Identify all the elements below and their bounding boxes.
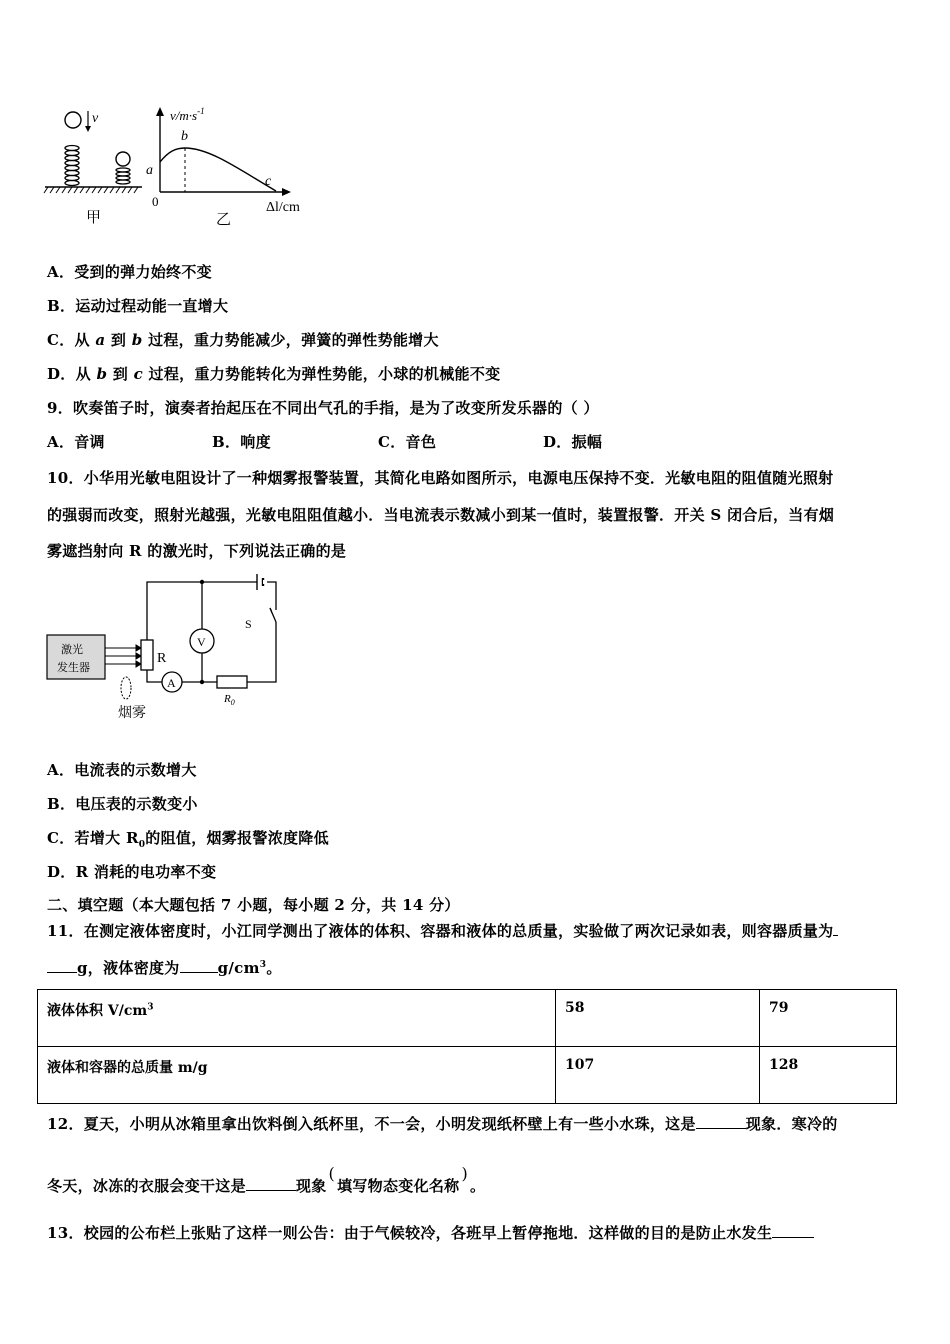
r0-label: $R_0$ — [224, 693, 235, 707]
q8-option-a: A．受到的弹力始终不变 — [47, 263, 212, 281]
q8-option-c: C．从 a 到 b 过程，重力势能减少，弹簧的弹性势能增大 — [47, 331, 439, 349]
caption-jia: 甲 — [86, 210, 102, 226]
velocity-curve — [160, 148, 276, 191]
point-a: a — [146, 163, 153, 178]
q11-stem-line2: g，液体密度为 $g/cm^3$。 — [47, 957, 282, 978]
photoresistor-label: R — [157, 651, 167, 666]
q11-blank-mass — [47, 972, 77, 973]
q8-option-d: D．从 b 到 c 过程，重力势能转化为弹性势能，小球的机械能不变 — [47, 365, 501, 383]
q10-option-c: C．若增大 $R_0$的阻值，烟雾报警浓度降低 — [47, 829, 329, 850]
q9-stem: 9．吹奏笛子时，演奏者抬起压在不同出气孔的手指，是为了改变所发乐器的（ ） — [47, 399, 599, 417]
q13-stem-line1: 13．校园的公布栏上张贴了这样一则公告：由于气候较冷，各班早上暂停拖地．这样做的目的是防止水发生 — [47, 1222, 814, 1243]
spring-velocity-figure — [40, 100, 330, 230]
point-b: b — [181, 129, 188, 144]
table-row — [38, 990, 897, 1047]
x-axis-label: Δl/cm — [266, 200, 300, 215]
table-cell-label: 液体体积 $V/cm^3$ — [38, 990, 556, 1047]
smoke-label: 烟雾 — [118, 706, 146, 721]
smoke-puff — [121, 677, 131, 699]
caption-yi: 乙 — [216, 212, 232, 228]
q8-option-b: B．运动过程动能一直增大 — [47, 297, 229, 315]
ball-on-spring — [116, 152, 130, 166]
q9-option-d: D．振幅 — [543, 433, 603, 451]
q9-option-b: B．响度 — [212, 433, 271, 451]
q11-stem-line1: 11．在测定液体密度时，小江同学测出了液体的体积、容器和液体的总质量，实验做了两次记录如表，则容器质量为 — [47, 920, 838, 941]
table-row — [38, 1047, 897, 1104]
q9-option-c: C．音色 — [378, 433, 437, 451]
q13-blank — [772, 1237, 814, 1238]
spring-compressed — [116, 168, 130, 184]
point-c: c — [265, 174, 272, 189]
y-axis-label: $v/m\cdot s^{-1}$ — [170, 106, 205, 123]
falling-ball — [65, 112, 81, 128]
table-cell-value: 128 — [760, 1047, 897, 1104]
switch-label: S — [245, 617, 252, 631]
origin-label: 0 — [152, 194, 159, 209]
q10-stem-line1: 10．小华用光敏电阻设计了一种烟雾报警装置，其简化电路如图所示，电源电压保持不变．光敏电阻的阻值随光照射 — [47, 469, 834, 487]
q10-option-b: B．电压表的示数变小 — [47, 795, 198, 813]
laser-label-2: 发生器 — [57, 662, 90, 674]
spring-left — [65, 146, 79, 186]
circuit-wires — [147, 582, 276, 682]
q10-option-d: D．R 消耗的电功率不变 — [47, 863, 217, 881]
table-cell-value: 79 — [760, 990, 897, 1047]
photoresistor — [141, 640, 153, 670]
section-heading: 二、填空题（本大题包括 7 小题，每小题 2 分，共 14 分） — [47, 896, 460, 914]
laser-label-1: 激光 — [61, 644, 83, 656]
q9-option-a: A．音调 — [47, 433, 105, 451]
table-cell-label: 液体和容器的总质量 m/g — [38, 1047, 556, 1104]
measurement-table — [37, 989, 897, 1104]
voltmeter-label: V — [197, 635, 206, 649]
q10-stem-line3: 雾遮挡射向 R 的激光时，下列说法正确的是 — [47, 542, 347, 560]
laser-beams — [105, 645, 141, 667]
table-cell-value: 107 — [556, 1047, 760, 1104]
q10-stem-line2: 的强弱而改变，照射光越强，光敏电阻阻值越小．当电流表示数减小到某一值时，装置报警．开关 S 闭合后，当有烟 — [47, 506, 835, 524]
q12-blank-2 — [246, 1190, 296, 1191]
ammeter-label: A — [167, 676, 176, 690]
velocity-label: v — [92, 111, 99, 126]
q12-stem-line1: 12．夏天，小明从冰箱里拿出饮料倒入纸杯里，不一会，小明发现纸杯壁上有一些小水珠，这是 现象．寒冷的 — [47, 1115, 838, 1133]
smoke-alarm-circuit — [44, 572, 284, 724]
q10-option-a: A．电流表的示数增大 — [47, 761, 197, 779]
resistor-r0 — [217, 676, 247, 688]
table-cell-value: 58 — [556, 990, 760, 1047]
q12-stem-line2: 冬天，冰冻的衣服会变干这是 现象(填写物态变化名称)。 — [47, 1164, 486, 1195]
q12-blank-1 — [696, 1128, 746, 1129]
q11-blank-density — [180, 972, 218, 973]
